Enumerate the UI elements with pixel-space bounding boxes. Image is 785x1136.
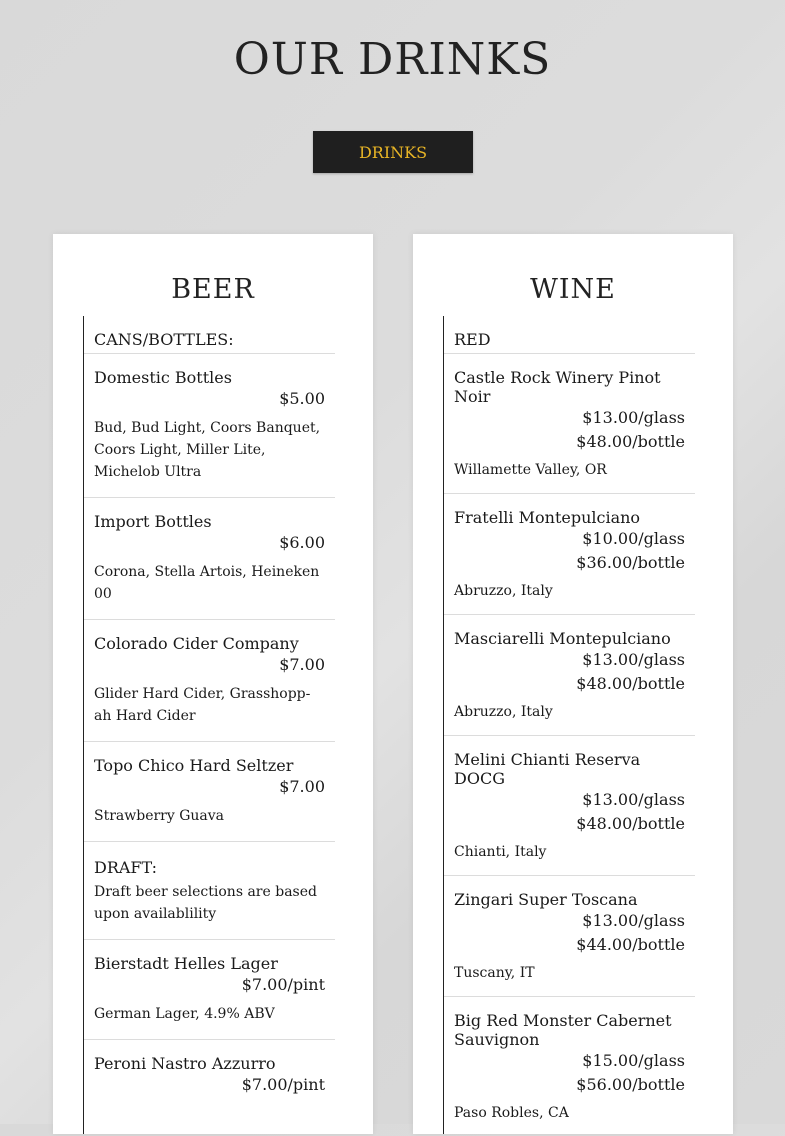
item-price: $7.00/pint (241, 975, 325, 994)
list-item (444, 876, 695, 997)
glass-price: $13.00/glass (582, 408, 685, 427)
beer-heading: BEER (171, 274, 255, 305)
wine-list (443, 316, 695, 1134)
wine-heading: WINE (530, 274, 616, 305)
item-name: Topo Chico Hard Seltzer (94, 756, 294, 775)
beer-list (83, 316, 335, 1134)
item-origin: Tuscany, IT (454, 965, 535, 981)
item-description: Strawberry Guava (94, 808, 225, 824)
item-name: Peroni Nastro Azzurro (94, 1054, 276, 1073)
cans-bottles-label: CANS/BOTTLES: (84, 316, 335, 354)
item-origin: Willamette Valley, OR (454, 462, 607, 478)
item-name: Fratelli Montepulciano (454, 508, 641, 527)
item-origin: Abruzzo, Italy (454, 583, 553, 599)
list-item (444, 736, 695, 876)
wine-menu-card (413, 234, 733, 1134)
list-item (444, 494, 695, 615)
item-price: $7.00/pint (241, 1075, 325, 1094)
bottle-price: $48.00/bottle (576, 814, 685, 833)
list-item (444, 615, 695, 736)
glass-price: $15.00/glass (582, 1051, 685, 1070)
glass-price: $13.00/glass (582, 911, 685, 930)
item-name: Melini Chianti Reserva DOCG (454, 750, 641, 788)
bottle-price: $48.00/bottle (576, 674, 685, 693)
list-item (84, 620, 335, 742)
item-name: Domestic Bottles (94, 368, 232, 387)
draft-note: Draft beer selections are based upon availablility (94, 884, 317, 922)
item-price: $7.00 (279, 655, 325, 674)
item-description: Corona, Stella Artois, Heineken 00 (94, 564, 320, 602)
list-item (84, 354, 335, 498)
item-origin: Abruzzo, Italy (454, 704, 553, 720)
item-name: Colorado Cider Company (94, 634, 299, 653)
list-item (84, 498, 335, 620)
list-item (84, 1040, 335, 1111)
list-item (84, 742, 335, 842)
item-origin: Chianti, Italy (454, 844, 547, 860)
bottle-price: $48.00/bottle (576, 432, 685, 451)
list-item (444, 354, 695, 494)
item-name: Bierstadt Helles Lager (94, 954, 278, 973)
item-name: Masciarelli Montepulciano (454, 629, 671, 648)
item-name: Zingari Super Toscana (454, 890, 638, 909)
page-title: OUR DRINKS (233, 34, 552, 85)
draft-section (84, 842, 335, 940)
glass-price: $13.00/glass (582, 650, 685, 669)
beer-menu-card (53, 234, 373, 1134)
red-label: RED (444, 316, 695, 354)
item-name: Import Bottles (94, 512, 212, 531)
item-description: Glider Hard Cider, Grasshopp-ah Hard Cider (94, 686, 311, 724)
item-price: $6.00 (279, 533, 325, 552)
item-price: $5.00 (279, 389, 325, 408)
draft-label: DRAFT: (94, 858, 158, 877)
item-price: $7.00 (279, 777, 325, 796)
bottle-price: $44.00/bottle (576, 935, 685, 954)
item-description: Bud, Bud Light, Coors Banquet, Coors Light, Miller Lite, Michelob Ultra (94, 420, 321, 480)
list-item (444, 997, 695, 1136)
glass-price: $10.00/glass (582, 529, 685, 548)
item-name: Castle Rock Winery Pinot Noir (454, 368, 661, 406)
item-description: German Lager, 4.9% ABV (94, 1006, 275, 1022)
glass-price: $13.00/glass (582, 790, 685, 809)
list-item (84, 940, 335, 1040)
bottle-price: $56.00/bottle (576, 1075, 685, 1094)
item-origin: Paso Robles, CA (454, 1105, 569, 1121)
bottle-price: $36.00/bottle (576, 553, 685, 572)
tab-drinks[interactable]: DRINKS (313, 131, 473, 173)
item-name: Big Red Monster Cabernet Sauvignon (454, 1011, 672, 1049)
